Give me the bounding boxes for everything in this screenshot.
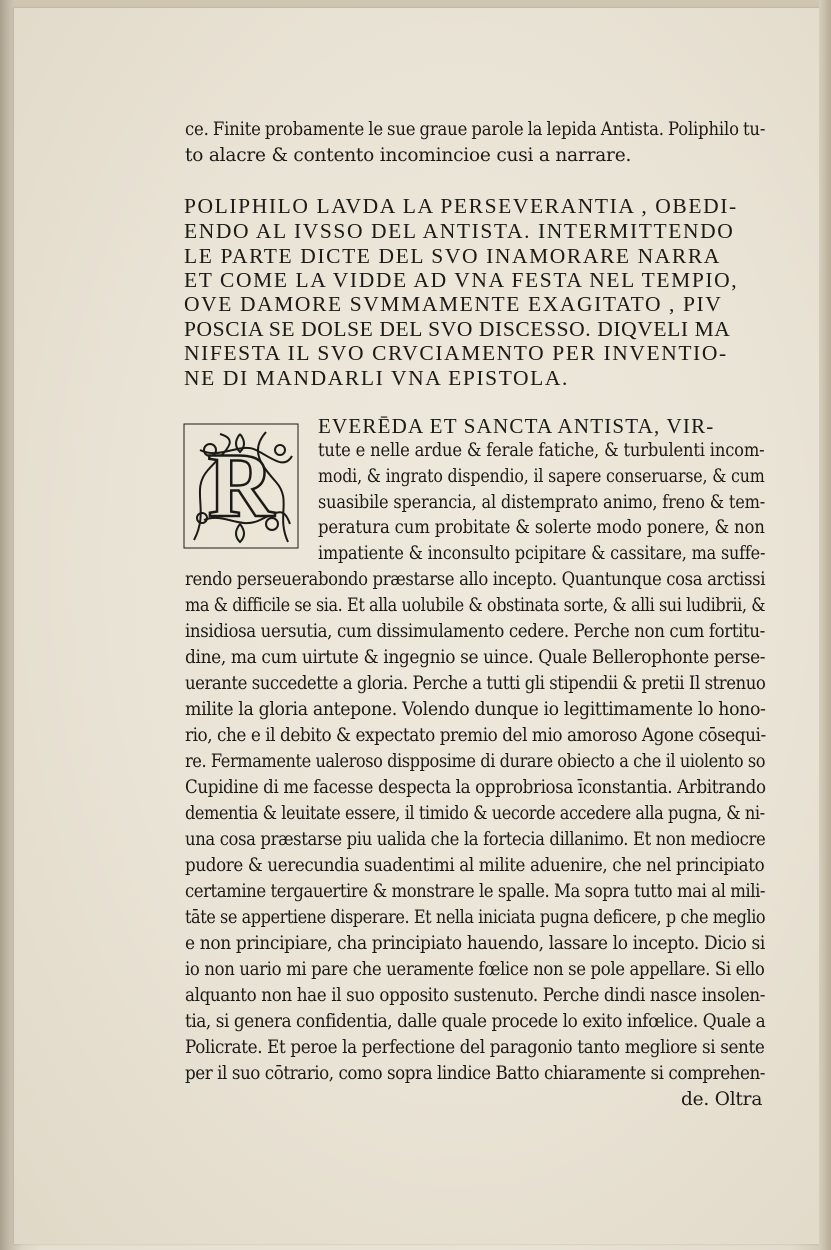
body-indented-line-3: suasibile sperancia, al distemprato animo, freno & tem- — [318, 492, 766, 513]
body-line-3: insidiosa uersutia, cum dissimulamento cedere. Perche non cum fortitu- — [185, 621, 765, 642]
body-line-6: milite la gloria antepone. Volendo dunque io legittimamente lo hono- — [185, 699, 766, 720]
heading-line-4: ET COME LA VIDDE AD VNA FESTA NEL TEMPIO, — [184, 268, 739, 292]
body-line-8: re. Fermamente ualeroso dispposime di durare obiecto a che il uiolento so — [185, 751, 766, 772]
page-right-edge — [819, 0, 831, 1250]
heading-line-5: OVE DAMORE SVMMAMENTE EXAGITATO , PIV — [184, 292, 723, 316]
body-line-20: per il suo cōtrario, como sopra lindice Batto chiaramente si comprehen- — [185, 1063, 766, 1084]
body-line-1: rendo perseuerabondo præstarse allo incepto. Quantunque cosa arctissi — [185, 569, 766, 590]
body-indented-line-4: peratura cum probitate & solerte modo ponere, & non — [318, 517, 765, 538]
body-line-7: rio, che e il debito & expectato premio del mio amoroso Agone cōsequi- — [185, 725, 766, 746]
body-line-5: uerante succedette a gloria. Perche a tutti gli stipendii & pretii Il strenuo — [185, 673, 766, 694]
heading-line-3: LE PARTE DICTE DEL SVO INAMORARE NARRA — [184, 244, 721, 268]
body-line-19: Policrate. Et peroe la perfectione del paragonio tanto megliore si sente — [185, 1037, 765, 1058]
heading-line-6: POSCIA SE DOLSE DEL SVO DISCESSO. DIQVELI MA — [184, 317, 731, 341]
body-line-9: Cupidine di me facesse despecta la opprobriosa īconstantia. Arbitrando — [185, 777, 766, 798]
body-line-10: dementia & leuitate essere, il timido & uecorde accedere alla pugna, & ni- — [185, 803, 765, 824]
svg-text:R: R — [207, 434, 275, 536]
body-line-4: dine, ma cum uirtute & ingegnio se uince. Quale Bellerophonte perse- — [185, 647, 766, 668]
body-line-16: io non uario mi pare che ueramente fœlice non se pole appellare. Si ello — [185, 959, 765, 980]
decorated-initial-r-icon — [180, 420, 302, 552]
heading-line-1: POLIPHILO LAVDA LA PERSEVERANTIA , OBEDI- — [184, 194, 738, 218]
heading-line-7: NIFESTA IL SVO CRVCIAMENTO PER INVENTIO- — [184, 341, 728, 365]
body-indented-line-1: tute e nelle ardue & ferale fatiche, & turbulenti incom- — [318, 440, 765, 461]
body-line-13: certamine tergauertire & monstrare le spalle. Ma sopra tutto mai al mili- — [185, 881, 766, 902]
body-line-14: tāte se appertiene disperare. Et nella iniciata pugna deficere, p che meglio — [185, 907, 766, 928]
heading-line-8: NE DI MANDARLI VNA EPISTOLA. — [184, 366, 570, 390]
body-line-2: ma & difficile se sia. Et alla uolubile & obstinata sorte, & alli sui ludibrii, & — [185, 595, 766, 616]
body-opening-line: EVERĒDA ET SANCTA ANTISTA, VIR- — [318, 414, 715, 438]
intro-line-2: to alacre & contento incomincioe cusi a narrare. — [185, 145, 632, 166]
body-line-11: una cosa præstarse piu ualida che la fortecia dillanimo. Et non mediocre — [185, 829, 766, 850]
heading-line-2: ENDO AL IVSSO DEL ANTISTA. INTERMITTENDO — [184, 219, 735, 243]
body-line-12: pudore & uerecundia suadentimi al milite aduenire, che nel principiato — [185, 855, 765, 876]
catchword: de. Oltra — [681, 1089, 763, 1110]
body-indented-line-5: impatiente & inconsulto pcipitare & cassitare, ma suffe- — [318, 543, 766, 564]
intro-line-1: ce. Finite probamente le sue graue parole la lepida Antista. Poliphilo tu- — [185, 119, 766, 140]
body-line-17: alquanto non hae il suo opposito sustenuto. Perche dindi nasce insolen- — [185, 985, 766, 1006]
body-line-18: tia, si genera confidentia, dalle quale procede lo exito infœlice. Quale a — [185, 1011, 766, 1032]
body-indented-line-2: modi, & ingrato dispendio, il sapere conseruarse, & cum — [318, 466, 765, 487]
body-line-15: e non principiare, cha principiato hauendo, lassare lo incepto. Dicio si — [185, 933, 765, 954]
